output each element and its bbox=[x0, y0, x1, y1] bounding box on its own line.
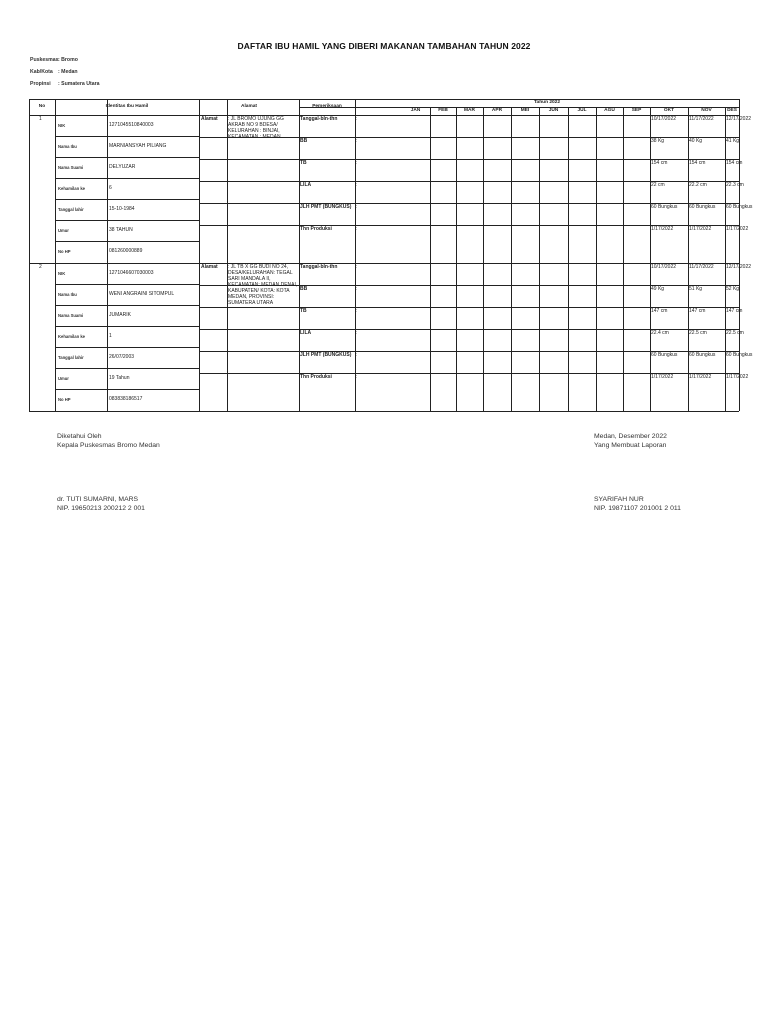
field-label: Kehamilan ke bbox=[58, 334, 85, 339]
value-des: 1/17/2022 bbox=[726, 373, 749, 380]
meta-kabkota bbox=[30, 69, 78, 75]
meta-propinsi bbox=[30, 81, 100, 87]
header-month-des: DES bbox=[727, 107, 737, 113]
field-value: WENI ANGRAINI SITOMPUL bbox=[109, 291, 175, 297]
value-nov: 147 cm bbox=[689, 307, 706, 314]
sig-left-name: dr. TUTI SUMARNI, MARS bbox=[57, 496, 139, 503]
header-month-jan: JAN bbox=[410, 107, 421, 113]
exam-label: TB bbox=[300, 307, 307, 314]
grid-hline bbox=[55, 199, 199, 200]
header-alamat: Alamat bbox=[241, 104, 257, 109]
exam-colon: : bbox=[356, 204, 358, 210]
record-no: 2 bbox=[39, 264, 42, 270]
field-label: Umur bbox=[58, 376, 69, 381]
value-des: 154 cm bbox=[726, 159, 743, 166]
header-identitas: Identitas Ibu Hamil bbox=[105, 104, 149, 109]
meta-value: : Sumatera Utara bbox=[58, 81, 100, 87]
meta-label: Puskesmas bbox=[30, 57, 59, 63]
value-okt: 1/17/2022 bbox=[651, 225, 674, 232]
sig-left-nip: NIP. 19650213 200212 2 001 bbox=[57, 505, 145, 512]
value-nov: 40 Kg bbox=[689, 137, 703, 144]
value-okt: 147 cm bbox=[651, 307, 668, 314]
value-okt: 49 Kg bbox=[651, 285, 665, 292]
value-nov: 11/17/2022 bbox=[689, 263, 714, 270]
grid-vline bbox=[430, 107, 431, 411]
grid-vline bbox=[299, 99, 300, 411]
field-value: 083838186517 bbox=[109, 396, 143, 402]
field-value: 1271046607030003 bbox=[109, 270, 154, 276]
field-label: Tanggal lahir bbox=[58, 355, 84, 360]
grid-hline bbox=[55, 136, 199, 137]
header-pemeriksaan: Pemeriksaan bbox=[312, 104, 342, 109]
meta-value: : Medan bbox=[58, 69, 78, 75]
value-okt: 60 Bungkus bbox=[651, 203, 678, 210]
sig-right-line2: Yang Membuat Laporan bbox=[594, 442, 667, 449]
header-month-mei: MEI bbox=[520, 107, 530, 113]
grid-hline bbox=[29, 263, 739, 264]
page-title: DAFTAR IBU HAMIL YANG DIBERI MAKANAN TAMBAHAN TAHUN 2022 bbox=[237, 41, 531, 51]
alamat-text: : JL TB X GG BUDI NO 24, DESA/KELURAHAN: TEGAL SARI MANDALA II, KECAMATAN: MEDAN DENAI, KABUPATEN/ KOTA: KOTA MEDAN, PROVINSI: SUMATERA UTARA bbox=[228, 263, 298, 306]
grid-vline bbox=[227, 99, 228, 411]
field-value: 1271045510840003 bbox=[109, 122, 154, 128]
grid-vline bbox=[725, 107, 726, 411]
field-value: 15-10-1984 bbox=[109, 206, 135, 212]
field-label: Kehamilan ke bbox=[58, 186, 85, 191]
value-des: 22.3 cm bbox=[726, 181, 744, 188]
grid-vline bbox=[650, 107, 651, 411]
grid-vline bbox=[568, 107, 569, 411]
value-nov: 1/17/2022 bbox=[689, 225, 712, 232]
grid-vline bbox=[539, 107, 540, 411]
grid-hline bbox=[55, 389, 199, 390]
meta-puskesmas bbox=[30, 57, 78, 63]
value-nov: 11/17/2022 bbox=[689, 115, 714, 122]
field-label: NIK bbox=[58, 123, 66, 128]
grid-vline bbox=[688, 107, 689, 411]
value-des: 52 Kg bbox=[726, 285, 740, 292]
value-okt: 1/17/2022 bbox=[651, 373, 674, 380]
field-label: Nama Suami bbox=[58, 313, 84, 318]
meta-label: Propinsi bbox=[30, 81, 51, 87]
field-value: JUMARIK bbox=[109, 312, 131, 318]
field-label: Nama Ibu bbox=[58, 144, 77, 149]
exam-label: BB bbox=[300, 285, 308, 292]
exam-label: BB bbox=[300, 137, 308, 144]
exam-label: Tanggal-bln-thn bbox=[300, 115, 338, 122]
sig-right-nip: NIP. 19871107 201001 2 011 bbox=[594, 505, 681, 512]
grid-hline bbox=[29, 115, 739, 116]
exam-colon: : bbox=[356, 286, 358, 292]
value-des: 12/17/2022 bbox=[726, 115, 752, 122]
field-value: 38 TAHUN bbox=[109, 227, 133, 233]
field-label: Nama Suami bbox=[58, 165, 84, 170]
exam-colon: : bbox=[356, 352, 358, 358]
grid-vline bbox=[199, 99, 200, 411]
value-okt: 10/17/2022 bbox=[651, 115, 677, 122]
value-okt: 60 Bungkus bbox=[651, 351, 678, 358]
value-des: 1/17/2022 bbox=[726, 225, 749, 232]
exam-label: LILA bbox=[300, 329, 312, 336]
value-des: 22.5 cm bbox=[726, 329, 744, 336]
sig-right-name: SYARIFAH NUR bbox=[594, 496, 644, 503]
header-no: No bbox=[38, 104, 46, 109]
sig-right-line1: Medan, Desember 2022 bbox=[594, 433, 667, 440]
field-label: No HP bbox=[58, 249, 71, 254]
exam-label: Thn Produksi bbox=[300, 225, 332, 232]
value-des: 41 Kg bbox=[726, 137, 740, 144]
sig-left-line1: Diketahui Oleh bbox=[57, 433, 102, 440]
field-label: Umur bbox=[58, 228, 69, 233]
header-month-nov: NOV bbox=[701, 107, 712, 113]
field-value: 26/07/2003 bbox=[109, 354, 135, 360]
field-value: 6 bbox=[109, 185, 112, 191]
exam-label: TB bbox=[300, 159, 307, 166]
header-month-jun: JUN bbox=[548, 107, 559, 113]
grid-vline bbox=[596, 107, 597, 411]
exam-colon: : bbox=[356, 264, 358, 270]
grid-vline bbox=[483, 107, 484, 411]
value-des: 147 cm bbox=[726, 307, 743, 314]
exam-colon: : bbox=[356, 116, 358, 122]
meta-label: Kab/Kota bbox=[30, 69, 53, 75]
grid-vline bbox=[623, 107, 624, 411]
header-month-okt: OKT bbox=[663, 107, 675, 113]
grid-hline bbox=[55, 347, 199, 348]
field-label: Tanggal lahir bbox=[58, 207, 84, 212]
value-des: 60 Bungkus bbox=[726, 351, 753, 358]
value-okt: 10/17/2022 bbox=[651, 263, 677, 270]
header-month-feb: FEB bbox=[438, 107, 448, 113]
value-des: 60 Bungkus bbox=[726, 203, 753, 210]
field-label: No HP bbox=[58, 397, 71, 402]
grid-hline bbox=[55, 326, 199, 327]
value-nov: 1/17/2022 bbox=[689, 373, 712, 380]
exam-label: JLH PMT (BUNGKUS) bbox=[300, 351, 352, 358]
signature-left bbox=[57, 432, 160, 513]
value-okt: 154 cm bbox=[651, 159, 668, 166]
meta-value: : Bromo bbox=[58, 57, 78, 63]
value-nov: 60 Bungkus bbox=[689, 203, 716, 210]
exam-label: Tanggal-bln-thn bbox=[300, 263, 338, 270]
exam-colon: : bbox=[356, 138, 358, 144]
field-value: 1 bbox=[109, 333, 112, 339]
grid-vline bbox=[511, 107, 512, 411]
exam-colon: : bbox=[356, 160, 358, 166]
header-month-mar: MAR bbox=[464, 107, 475, 113]
record-no: 1 bbox=[39, 116, 42, 122]
alamat-label: Alamat bbox=[201, 263, 218, 270]
header-month-sep: SEP bbox=[631, 107, 642, 113]
field-label: Nama Ibu bbox=[58, 292, 77, 297]
grid-vline bbox=[355, 99, 356, 411]
value-nov: 51 Kg bbox=[689, 285, 703, 292]
grid-hline bbox=[55, 284, 199, 285]
field-value: MARNIANSYAH PILIANG bbox=[109, 143, 167, 149]
grid-hline bbox=[55, 241, 199, 242]
value-okt: 22 cm bbox=[651, 181, 665, 188]
value-nov: 22.5 cm bbox=[689, 329, 707, 336]
value-nov: 22.2 cm bbox=[689, 181, 707, 188]
value-nov: 60 Bungkus bbox=[689, 351, 716, 358]
grid-hline bbox=[55, 220, 199, 221]
alamat-label: Alamat bbox=[201, 115, 218, 122]
grid-vline bbox=[739, 99, 740, 411]
exam-colon: : bbox=[356, 374, 358, 380]
field-value: 081260000889 bbox=[109, 248, 143, 254]
sig-left-line2: Kepala Puskesmas Bromo Medan bbox=[57, 442, 160, 449]
grid-hline bbox=[55, 178, 199, 179]
value-okt: 38 Kg bbox=[651, 137, 665, 144]
grid-vline bbox=[107, 99, 108, 411]
exam-colon: : bbox=[356, 226, 358, 232]
field-label: NIK bbox=[58, 271, 66, 276]
signature-right bbox=[594, 432, 681, 513]
exam-colon: : bbox=[356, 308, 358, 314]
grid-hline bbox=[55, 305, 199, 306]
grid-hline bbox=[55, 368, 199, 369]
exam-label: LILA bbox=[300, 181, 312, 188]
exam-label: JLH PMT (BUNGKUS) bbox=[300, 203, 352, 210]
grid-vline bbox=[55, 99, 56, 411]
value-nov: 154 cm bbox=[689, 159, 706, 166]
grid-vline bbox=[456, 107, 457, 411]
exam-label: Thn Produksi bbox=[300, 373, 332, 380]
field-value: 19 Tahun bbox=[109, 375, 130, 381]
header-month-jul: JUL bbox=[577, 107, 587, 113]
grid-vline bbox=[29, 99, 30, 411]
value-okt: 22.4 cm bbox=[651, 329, 669, 336]
exam-colon: : bbox=[356, 182, 358, 188]
exam-colon: : bbox=[356, 330, 358, 336]
header-month-apr: APR bbox=[491, 107, 503, 113]
header-month-agu: AGU bbox=[604, 107, 615, 113]
header-tahun: Tahun 2022 bbox=[533, 99, 561, 105]
field-value: DELYUZAR bbox=[109, 164, 136, 170]
grid-hline bbox=[55, 157, 199, 158]
value-des: 12/17/2022 bbox=[726, 263, 752, 270]
grid-hline bbox=[29, 411, 739, 412]
alamat-text: : JL BROMO UJUNG GG AKRAB NO 9 BDESA/ KELURAHAN : BINJAI, KECAMATAN : MEDAN bbox=[228, 115, 284, 139]
